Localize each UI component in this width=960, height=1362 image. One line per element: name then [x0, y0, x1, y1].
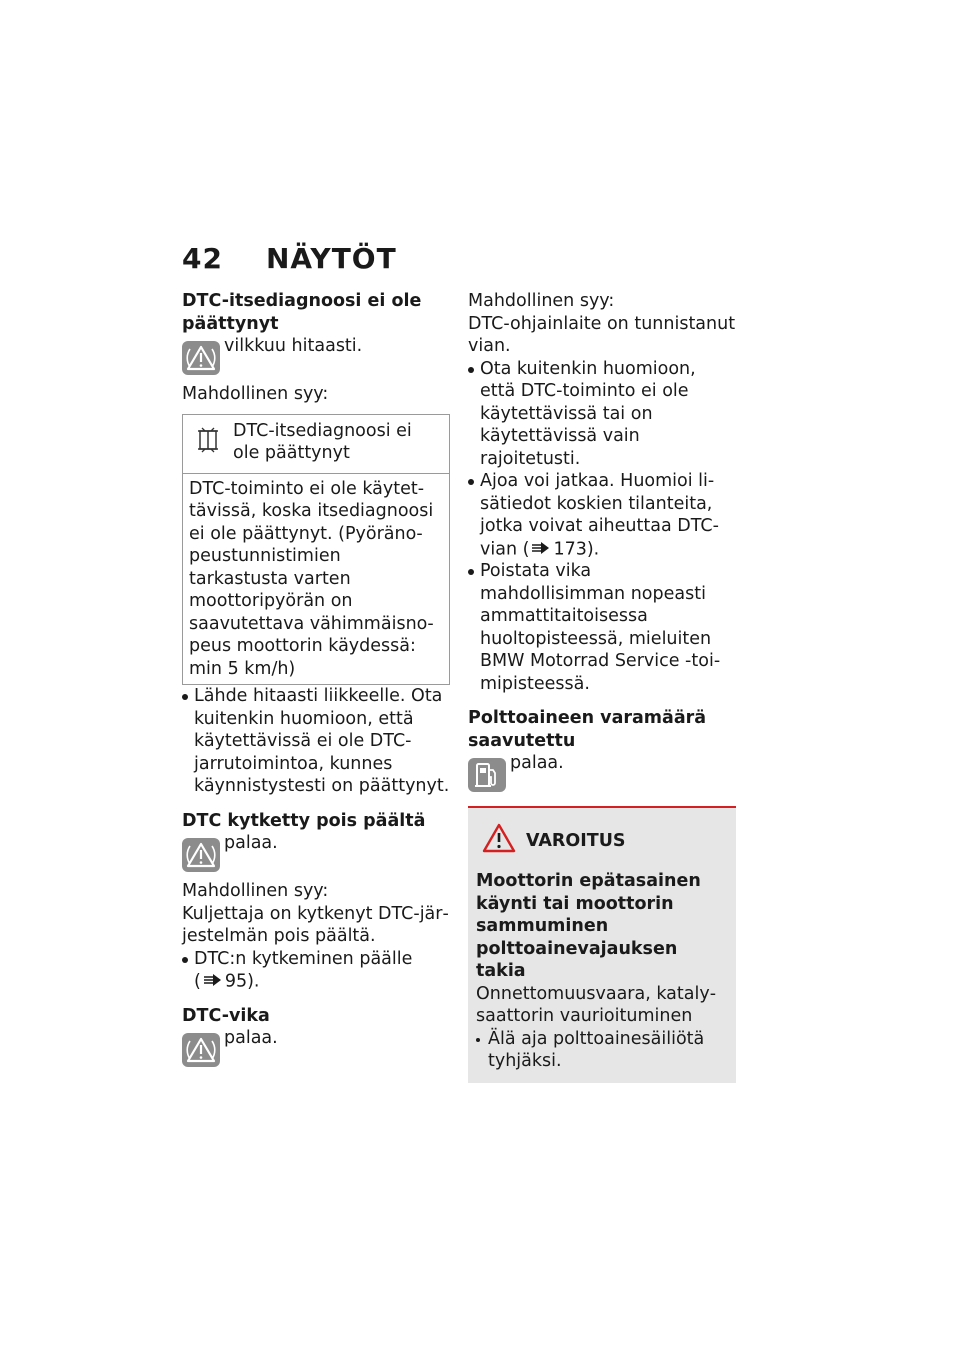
- dtc-warning-lamp-icon: [182, 838, 220, 872]
- list-item: Ajoa voi jatkaa. Huomioi lisätiedot koskien tilanteita, jotka voivat aiheuttaa DTC-vian ( 173).: [468, 470, 736, 560]
- bullet-list: [182, 948, 450, 993]
- warning-box: [468, 806, 736, 1083]
- diagnostic-symbol-icon: [197, 425, 219, 462]
- cause-label: Mahdollinen syy:: [468, 291, 615, 311]
- list-item: Ota kuitenkin huomioon, että DTC-toiminto ei ole käytettävissä tai on käytettävissä vain rajoitetusti.: [468, 358, 736, 471]
- lamp-row: [468, 752, 736, 792]
- cause-label: Mahdollinen syy:: [182, 384, 329, 404]
- warning-heading: Moottorin epätasainen käynti tai moottorin sammuminen polttoainevajauksen takia: [476, 871, 701, 982]
- section-heading-dtc-selfdiag: DTC-itsediagnoosi ei ole päättynyt: [182, 291, 422, 334]
- info-box: [182, 414, 450, 686]
- cause-text: Kuljettaja on kytkenyt DTC-järjestelmän pois päältä.: [182, 903, 449, 946]
- left-column: [182, 290, 450, 1067]
- lamp-status-text: palaa.: [510, 753, 564, 774]
- list-item: Älä aja polttoainesäiliötä tyhjäksi.: [476, 1028, 728, 1073]
- page-reference[interactable]: 95).: [224, 971, 260, 992]
- page-number: 42: [182, 242, 223, 275]
- list-item: Poistata vika mahdollisimman nopeasti ammattitaitoisessa huoltopisteessä, mieluiten BMW Motorrad Service -toimipisteessä.: [468, 560, 736, 695]
- lamp-row: [182, 335, 450, 375]
- dtc-warning-lamp-icon: [182, 1033, 220, 1067]
- warning-title: [476, 824, 728, 858]
- page-reference-arrow-icon: [203, 970, 223, 993]
- page-reference[interactable]: 173).: [553, 538, 600, 559]
- info-box-text: DTC-toiminto ei ole käytettävissä, koska itsediagnoosi ei ole päättynyt. (Pyöränopeustunnistimien tarkastusta varten moottoripyörän on saavutettava vähimmäisnopeus moottorin käydessä: min 5 km/h): [189, 478, 434, 679]
- cause-label: Mahdollinen syy:: [182, 881, 329, 901]
- dtc-warning-lamp-icon: [182, 341, 220, 375]
- bullet-list: [468, 358, 736, 696]
- bullet-list: [182, 685, 450, 798]
- info-box-title: DTC-itsediagnoosi ei ole päättynyt: [233, 420, 412, 463]
- lamp-status-text: palaa.: [224, 1028, 278, 1049]
- section-heading-dtc-fault: DTC-vika: [182, 1005, 270, 1026]
- cause-text: DTC-ohjainlaite on tunnistanut vian.: [468, 313, 736, 356]
- bullet-list: [476, 1028, 728, 1073]
- info-box-header: [183, 415, 449, 474]
- page-header: [182, 242, 397, 275]
- section-heading-dtc-off: DTC kytketty pois päältä: [182, 810, 426, 831]
- section-heading-fuel-reserve: Polttoaineen varamäärä saavutettu: [468, 708, 707, 751]
- right-column: [468, 290, 736, 1083]
- warning-label: VAROITUS: [526, 831, 626, 851]
- chapter-title: NÄYTÖT: [266, 242, 397, 275]
- list-item: Lähde hitaasti liikkeelle. Ota kuitenkin huomioon, että käytettävissä ei ole DTC-jarrutoimintoa, kunnes käynnistystesti on päättynyt.: [182, 685, 450, 798]
- warning-text: Onnettomuusvaara, katalysaattorin vaurioituminen: [476, 983, 717, 1027]
- info-box-body: [183, 474, 449, 685]
- fuel-pump-icon: [468, 758, 506, 792]
- page-reference-arrow-icon: [531, 538, 551, 561]
- warning-triangle-icon: [482, 823, 516, 860]
- lamp-status-text: vilkkuu hitaasti.: [224, 336, 363, 356]
- list-item: DTC:n kytkeminen päälle ( 95).: [182, 948, 450, 993]
- lamp-row: [182, 832, 450, 872]
- lamp-row: [182, 1027, 450, 1067]
- lamp-status-text: palaa.: [224, 833, 278, 853]
